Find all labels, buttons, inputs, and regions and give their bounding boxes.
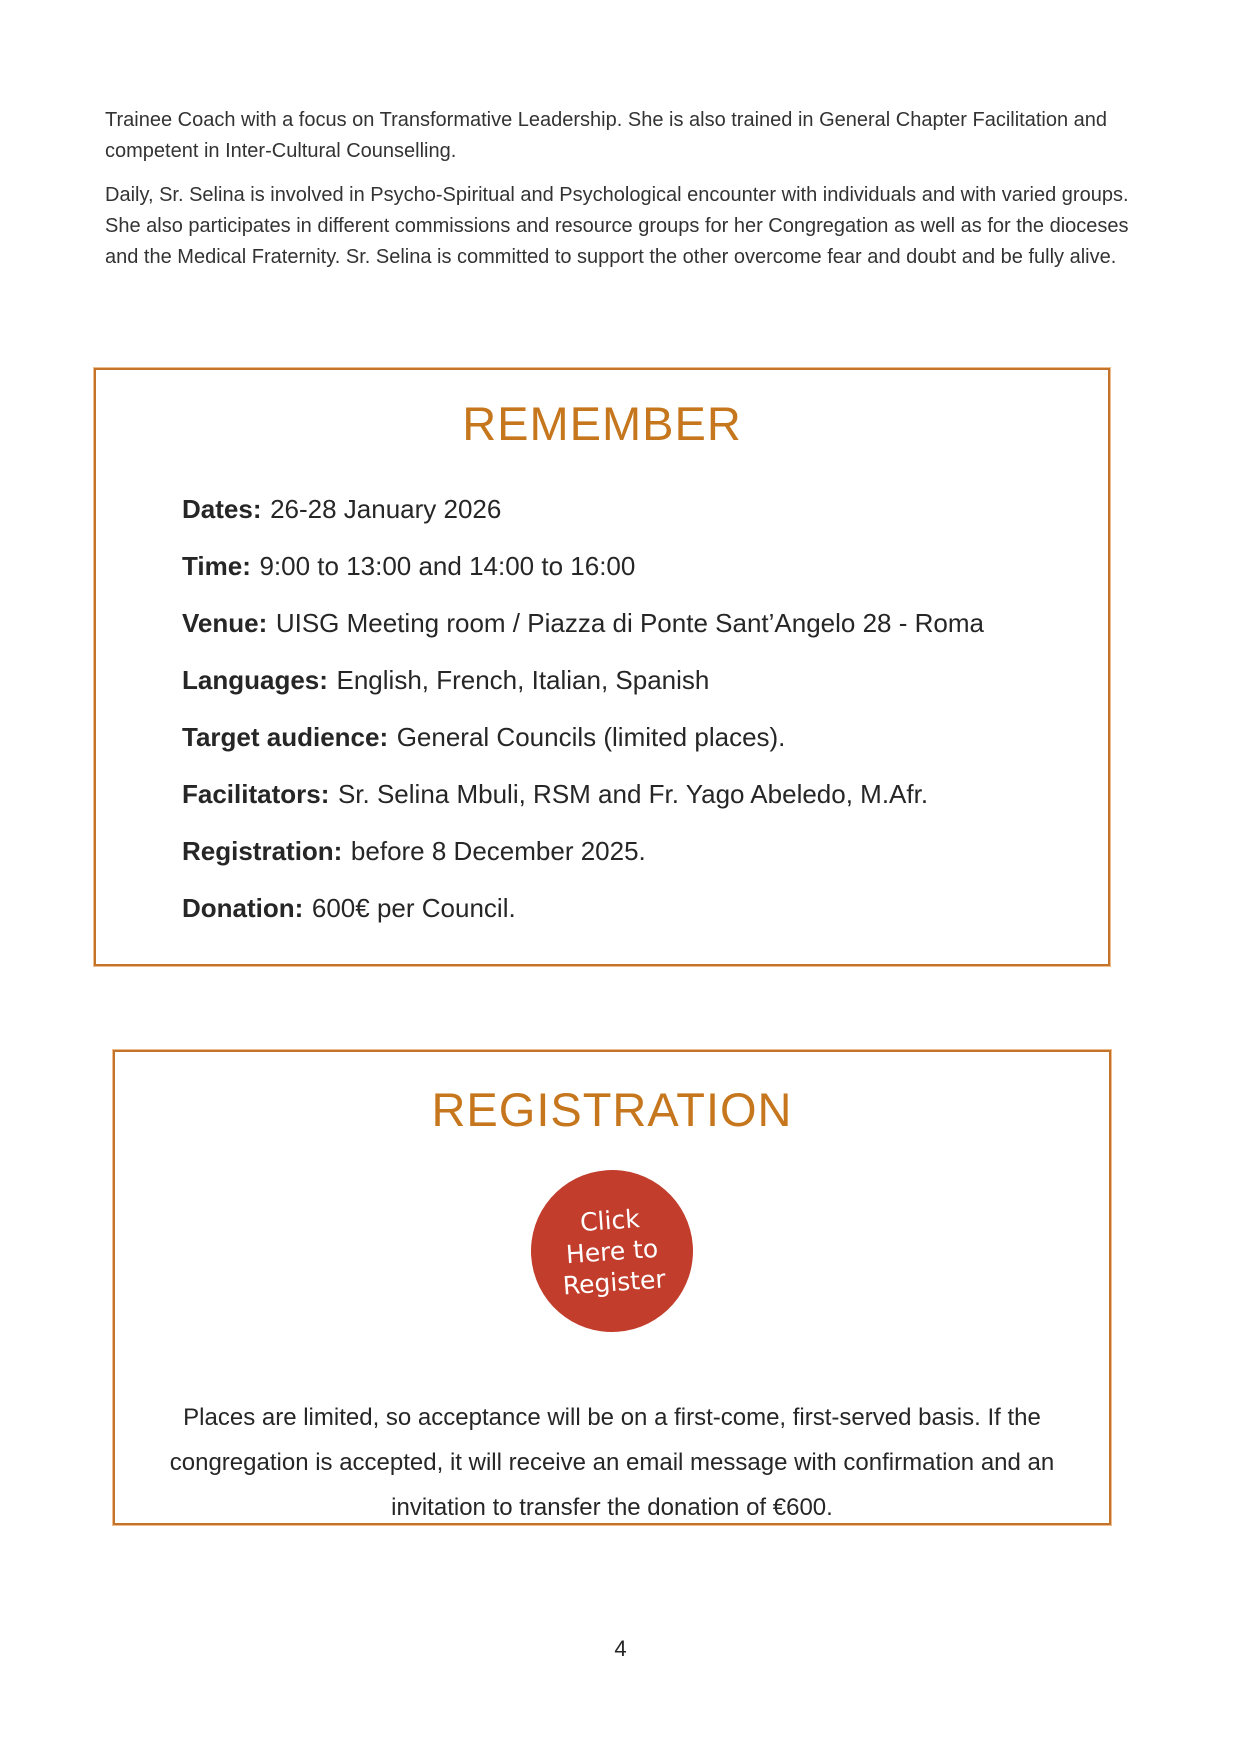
remember-item-languages bbox=[182, 663, 1068, 697]
remember-item-dates bbox=[182, 492, 1068, 526]
item-label: Target audience: bbox=[182, 722, 389, 752]
remember-box bbox=[94, 368, 1110, 966]
item-label: Dates: bbox=[182, 494, 262, 524]
register-button[interactable] bbox=[526, 1165, 699, 1338]
remember-item-target-audience bbox=[182, 720, 1068, 754]
item-label: Registration: bbox=[182, 836, 343, 866]
intro-paragraph-2: Daily, Sr. Selina is involved in Psycho-Spiritual and Psychological encounter with individuals and with varied groups. She also participates in different commissions and resource groups for her Congregation as well as for the dioceses and the Medical Fraternity. Sr. Selina is committed to support the other overcome fear and doubt and be fully alive. bbox=[105, 184, 1129, 268]
remember-item-venue bbox=[182, 606, 1068, 640]
intro-paragraph-1: Trainee Coach with a focus on Transformative Leadership. She is also trained in General Chapter Facilitation and competent in Inter-Cultural Counselling. bbox=[105, 109, 1108, 162]
remember-item-registration bbox=[182, 834, 1068, 868]
item-label: Donation: bbox=[182, 893, 304, 923]
registration-note: Places are limited, so acceptance will be on a first-come, first-served basis. If the congregation is accepted, it will receive an email message with confirmation and an invitation to transfer the donation of €600. bbox=[169, 1404, 1055, 1521]
remember-item-donation bbox=[182, 891, 1068, 925]
item-value: Sr. Selina Mbuli, RSM and Fr. Yago Abeledo, M.Afr. bbox=[337, 779, 929, 809]
intro-section bbox=[105, 105, 1145, 273]
item-value: UISG Meeting room / Piazza di Ponte Sant’Angelo 28 - Roma bbox=[275, 608, 984, 638]
register-button-line2: Here to bbox=[564, 1233, 660, 1269]
register-button-line1: Click bbox=[579, 1203, 641, 1237]
item-value: 26-28 January 2026 bbox=[270, 494, 502, 524]
remember-item-time bbox=[182, 549, 1068, 583]
item-value: before 8 December 2025. bbox=[350, 836, 646, 866]
page-number: 4 bbox=[614, 1636, 627, 1661]
item-value: 600€ per Council. bbox=[311, 893, 516, 923]
item-value: English, French, Italian, Spanish bbox=[336, 665, 710, 695]
item-label: Languages: bbox=[182, 665, 328, 695]
item-label: Time: bbox=[182, 551, 251, 581]
remember-title: REMEMBER bbox=[462, 397, 742, 450]
item-value: 9:00 to 13:00 and 14:00 to 16:00 bbox=[259, 551, 636, 581]
item-value: General Councils (limited places). bbox=[396, 722, 786, 752]
registration-box bbox=[113, 1050, 1111, 1525]
item-label: Facilitators: bbox=[182, 779, 330, 809]
item-label: Venue: bbox=[182, 608, 268, 638]
remember-items bbox=[182, 492, 1068, 925]
register-button-line3: Register bbox=[561, 1263, 667, 1300]
registration-title: REGISTRATION bbox=[431, 1083, 793, 1136]
remember-item-facilitators bbox=[182, 777, 1068, 811]
